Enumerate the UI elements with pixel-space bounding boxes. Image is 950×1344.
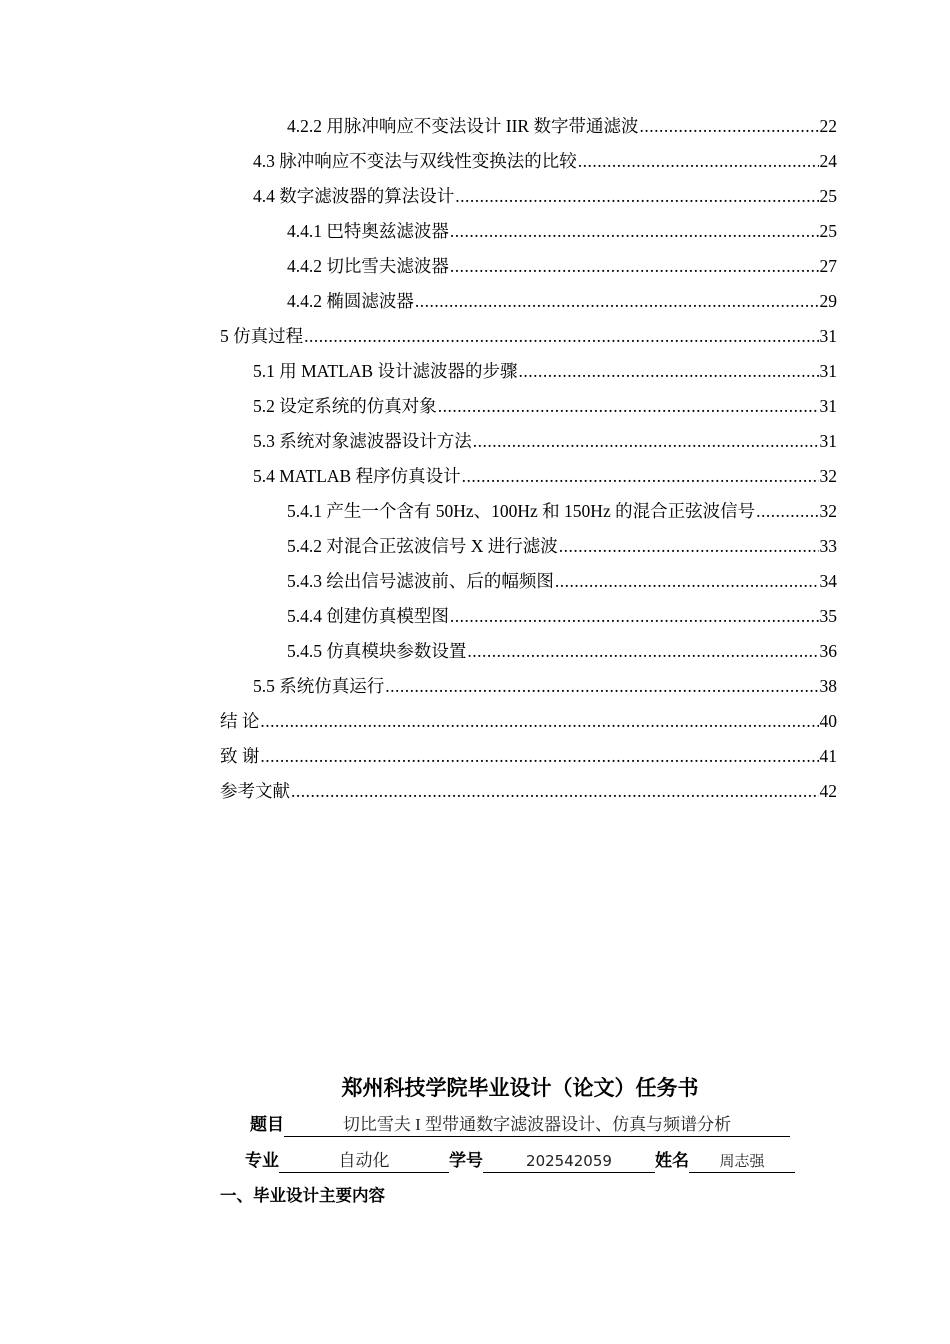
toc-entry-page: 22	[819, 116, 837, 136]
toc-entry-title: 4.2.2 用脉冲响应不变法设计 IIR 数字带通滤波	[287, 116, 639, 136]
toc-entry-title: 5.4.5 仿真模块参数设置	[287, 641, 467, 661]
toc-entry-title: 4.3 脉冲响应不变法与双线性变换法的比较	[253, 151, 577, 171]
toc-entry[interactable]	[220, 112, 837, 147]
toc-entry-title: 5.4.1 产生一个含有 50Hz、100Hz 和 150Hz 的混合正弦波信号	[287, 501, 756, 521]
name-label: 姓名	[655, 1151, 689, 1171]
student-id-label: 学号	[449, 1151, 483, 1171]
toc-entry[interactable]	[220, 357, 837, 392]
toc-leader-dots	[385, 672, 818, 700]
toc-entry[interactable]	[220, 497, 837, 532]
student-id-value: 202542059	[483, 1150, 655, 1173]
toc-leader-dots	[473, 427, 819, 455]
toc-entry-page: 31	[819, 396, 837, 416]
toc-entry[interactable]	[220, 427, 837, 462]
toc-entry-title: 4.4.2 切比雪夫滤波器	[287, 256, 449, 276]
toc-entry[interactable]	[220, 147, 837, 182]
topic-line	[250, 1112, 790, 1138]
toc-entry-title: 致 谢	[220, 746, 260, 766]
toc-entry-title: 5.3 系统对象滤波器设计方法	[253, 431, 472, 451]
toc-leader-dots	[450, 602, 819, 630]
topic-label: 题目	[250, 1115, 284, 1135]
toc-entry-page: 27	[819, 256, 837, 276]
toc-entry-title: 4.4 数字滤波器的算法设计	[253, 186, 455, 206]
toc-leader-dots	[467, 637, 818, 665]
toc-entry[interactable]	[220, 707, 837, 742]
toc-entry-page: 32	[819, 466, 837, 486]
toc-entry-page: 32	[819, 501, 837, 521]
toc-entry[interactable]	[220, 742, 837, 777]
toc-entry[interactable]	[220, 532, 837, 567]
toc-entry-title: 5.1 用 MATLAB 设计滤波器的步骤	[253, 361, 518, 381]
toc-entry-title: 4.4.1 巴特奥兹滤波器	[287, 221, 449, 241]
toc-entry[interactable]	[220, 392, 837, 427]
toc-entry[interactable]	[220, 217, 837, 252]
name-value: 周志强	[689, 1150, 795, 1173]
toc-entry-title: 4.4.2 椭圆滤波器	[287, 291, 414, 311]
task-book-title: 郑州科技学院毕业设计（论文）任务书	[341, 1076, 699, 1100]
toc-entry-page: 35	[819, 606, 837, 626]
toc-leader-dots	[415, 287, 819, 315]
toc-entry-page: 25	[819, 186, 837, 206]
table-of-contents	[220, 112, 837, 812]
toc-entry-page: 40	[819, 711, 837, 731]
toc-leader-dots	[260, 707, 818, 735]
toc-entry[interactable]	[220, 182, 837, 217]
toc-entry[interactable]	[220, 462, 837, 497]
toc-entry-title: 参考文献	[220, 781, 290, 801]
toc-leader-dots	[555, 567, 819, 595]
toc-leader-dots	[639, 112, 818, 140]
toc-entry-title: 结 论	[220, 711, 260, 731]
section-heading: 一、毕业设计主要内容	[220, 1186, 385, 1205]
toc-entry-page: 36	[819, 641, 837, 661]
toc-entry-page: 29	[819, 291, 837, 311]
toc-leader-dots	[578, 147, 819, 175]
toc-entry[interactable]	[220, 252, 837, 287]
toc-entry[interactable]	[220, 322, 837, 357]
toc-leader-dots	[518, 357, 818, 385]
major-label: 专业	[245, 1151, 279, 1171]
toc-entry-page: 33	[819, 536, 837, 556]
toc-leader-dots	[304, 322, 818, 350]
toc-entry-title: 5 仿真过程	[220, 326, 304, 346]
toc-entry[interactable]	[220, 287, 837, 322]
toc-entry-page: 31	[819, 431, 837, 451]
toc-leader-dots	[462, 462, 819, 490]
toc-entry-page: 34	[819, 571, 837, 591]
toc-entry[interactable]	[220, 777, 837, 812]
toc-leader-dots	[450, 252, 819, 280]
task-book	[0, 1068, 950, 1205]
toc-entry-page: 41	[819, 746, 837, 766]
toc-entry-page: 38	[819, 676, 837, 696]
toc-entry[interactable]	[220, 567, 837, 602]
toc-leader-dots	[438, 392, 819, 420]
toc-entry-title: 5.4.3 绘出信号滤波前、后的幅频图	[287, 571, 554, 591]
toc-leader-dots	[455, 182, 818, 210]
toc-entry-title: 5.2 设定系统的仿真对象	[253, 396, 437, 416]
toc-entry-title: 5.4 MATLAB 程序仿真设计	[253, 466, 461, 486]
topic-value: 切比雪夫 I 型带通数字滤波器设计、仿真与频谱分析	[284, 1114, 790, 1137]
toc-leader-dots	[559, 532, 819, 560]
toc-leader-dots	[756, 497, 818, 525]
toc-leader-dots	[291, 777, 819, 805]
toc-entry[interactable]	[220, 602, 837, 637]
toc-leader-dots	[450, 217, 819, 245]
major-value: 自动化	[279, 1150, 449, 1173]
toc-entry-title: 5.4.4 创建仿真模型图	[287, 606, 449, 626]
toc-entry[interactable]	[220, 672, 837, 707]
toc-entry-page: 24	[819, 151, 837, 171]
toc-entry-page: 42	[819, 781, 837, 801]
toc-entry-page: 25	[819, 221, 837, 241]
toc-entry[interactable]	[220, 637, 837, 672]
toc-entry-title: 5.5 系统仿真运行	[253, 676, 385, 696]
toc-entry-page: 31	[819, 326, 837, 346]
toc-leader-dots	[260, 742, 818, 770]
student-info-line	[245, 1148, 795, 1174]
toc-entry-title: 5.4.2 对混合正弦波信号 X 进行滤波	[287, 536, 558, 556]
toc-entry-page: 31	[819, 361, 837, 381]
